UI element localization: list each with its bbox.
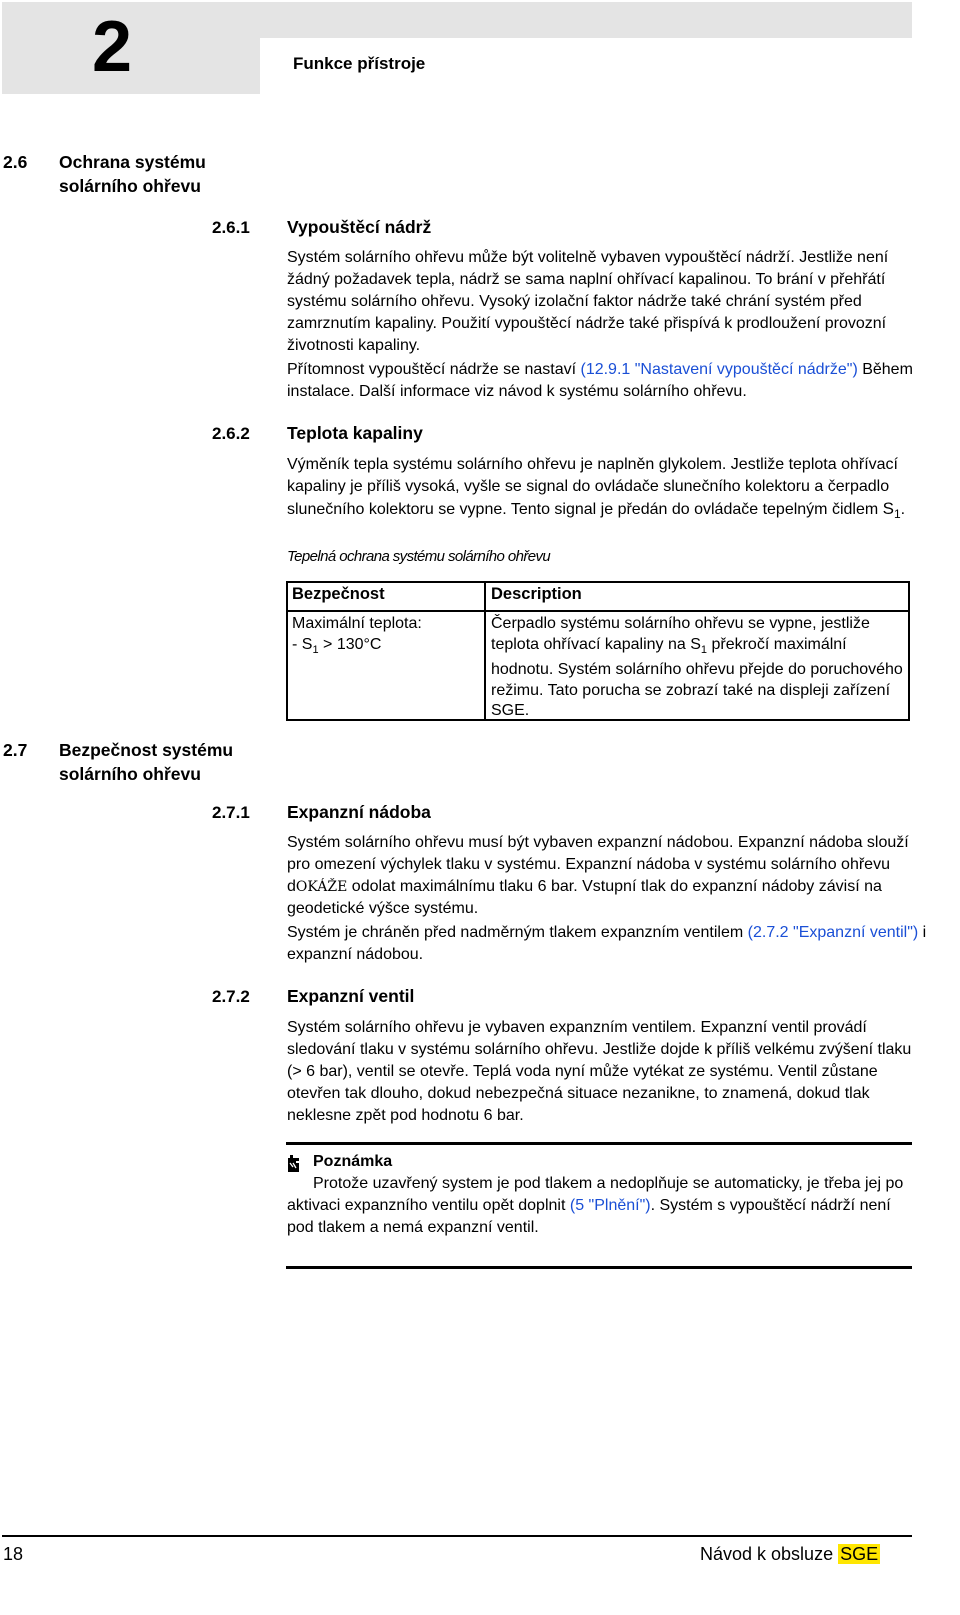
expansion-vessel-sentence: Systém solárního ohřevu musí být vybaven expanzní nádobou. Expanzní nádoba slouží pro omezení výchylek tlaku v systému. Expanzní nádoba v systému solárního ohřevu d	[287, 834, 909, 895]
sensor-subscript: 1	[893, 507, 901, 522]
table-column-divider	[484, 581, 486, 721]
drain-tank-setting-paragraph	[287, 359, 927, 403]
footer-title	[700, 1544, 880, 1565]
note-bottom-rule	[286, 1266, 912, 1269]
overpressure-end: i expanzní nádobou.	[287, 924, 927, 963]
note-text	[287, 1173, 907, 1239]
note-hand-icon	[287, 1155, 301, 1175]
page-number: 18	[3, 1544, 24, 1564]
table-cell-safety	[292, 614, 477, 660]
subsection-2-6-1-title: Vypouštěcí nádrž	[287, 217, 432, 237]
drain-tank-setting-text: Přítomnost vypouštěcí nádrže se nastaví	[287, 361, 581, 378]
expansion-vessel-text	[287, 832, 927, 966]
expansion-vessel-paragraph	[287, 832, 927, 920]
table-cell-description	[491, 614, 905, 722]
sensor-symbol: S	[882, 499, 894, 518]
sentence-end: .	[900, 501, 906, 518]
max-temperature-value	[292, 635, 477, 661]
sensor-prefix: - S	[292, 635, 313, 653]
note-body-end: . Systém s vypouštěcí nádrží není pod tlakem a nemá expanzní ventil.	[287, 1197, 891, 1236]
subsection-2-7-2-title: Expanzní ventil	[287, 986, 415, 1006]
drain-tank-text	[287, 247, 927, 403]
expansion-valve-text	[287, 1017, 912, 1127]
chapter-header-strip	[260, 2, 912, 38]
drain-tank-paragraph: Systém solárního ohřevu může být volitelně vybaven vypouštěcí nádrží. Jestliže není žádný požadavek tepla, nádrž se sama naplní ohřívací kapalinou. To brání v přehřátí systému solárního ohřevu. Vysoký izolační faktor nádrže také chrání systém před zamrznutím kapaliny. Použití vypouštěcí nádrže také přispívá k prodloužení provozní životnosti kapaliny.	[287, 249, 889, 354]
note-top-rule	[286, 1142, 912, 1145]
expansion-vessel-rest: odolat maximálnímu tlaku 6 bar. Vstupní tlak do expanzní nádoby závisí na geodetické výšce systému.	[287, 878, 882, 917]
chapter-number: 2	[92, 7, 133, 87]
section-2-7-title: Bezpečnost systému solárního ohřevu	[59, 740, 234, 784]
note-body: Protože uzavřený system je pod tlakem a nedoplňuje se automaticky, je třeba jej po aktivaci expanzního ventilu opět doplnit	[287, 1175, 904, 1214]
pump-sensor-sub: 1	[700, 643, 708, 656]
fluid-temperature-text	[287, 454, 917, 525]
subsection-2-6-2-title: Teplota kapaliny	[287, 423, 423, 443]
expansion-vessel-caps: OKÁŽE	[295, 879, 348, 895]
drain-tank-install-text: Během instalace. Další informace viz návod k systému solárního ohřevu.	[287, 361, 913, 400]
expansion-valve-link[interactable]: (2.7.2 "Expanzní ventil")	[747, 924, 919, 941]
section-2-6-number: 2.6	[3, 152, 28, 172]
overpressure-paragraph	[287, 922, 927, 966]
subsection-2-7-1-title: Expanzní nádoba	[287, 802, 431, 822]
subsection-2-6-2-number: 2.6.2	[212, 424, 250, 443]
table-caption: Tepelná ochrana systému solárního ohřevu	[287, 548, 551, 565]
table-header-divider	[286, 610, 910, 612]
expansion-valve-paragraph: Systém solárního ohřevu je vybaven expanzním ventilem. Expanzní ventil provádí sledování tlaku v systému solárního ohřevu. Jestliže dojde k příliš velkému zvýšení tlaku (> 6 bar), ventil se otevře. Teplá voda nyní může vytékat ze systému. Ventil zůstane otevřen tak dlouho, dokud nebezpečná situace nezanikne, to znamená, dokud tlak neklesne zpět pod hodnotu 6 bar.	[287, 1019, 912, 1124]
note-title: Poznámka	[313, 1153, 393, 1170]
overpressure-text: Systém je chráněn před nadměrným tlakem expanzním ventilem	[287, 924, 748, 941]
drain-tank-setting-link[interactable]: (12.9.1 "Nastavení vypouštěcí nádrže")	[580, 361, 858, 378]
manual-title: Návod k obsluze	[700, 1544, 839, 1564]
pump-description-end: překročí maximální hodnotu. Systém solárního ohřevu přejde do poruchového režimu. Tato porucha se zobrazí také na displeji zařízení SGE.	[491, 635, 903, 720]
section-2-7-number: 2.7	[3, 740, 28, 760]
temperature-threshold: > 130°C	[318, 635, 382, 653]
fluid-temperature-sentence: Výměník tepla systému solárního ohřevu je naplněn glykolem. Jestliže teplota ohřívací kapaliny je příliš vysoká, vyšle se signal do ovládače slunečního kolektoru a čerpadlo slunečního kolektoru se vypne. Tento signal je předán do ovládače tepelným čidlem	[287, 456, 898, 518]
footer-rule	[2, 1535, 912, 1537]
fluid-temperature-paragraph	[287, 454, 917, 525]
section-2-6-title: Ochrana systému solárního ohřevu	[59, 152, 206, 196]
filling-link[interactable]: (5 "Plnění")	[569, 1197, 651, 1214]
subsection-2-6-1-number: 2.6.1	[212, 218, 250, 237]
pump-description-text: Čerpadlo systému solárního ohřevu se vypne, jestliže teplota ohřívací kapaliny na S	[491, 615, 870, 653]
chapter-title: Funkce přístroje	[293, 54, 426, 73]
table-header-safety: Bezpečnost	[292, 585, 385, 603]
subsection-2-7-2-number: 2.7.2	[212, 987, 250, 1006]
subsection-2-7-1-number: 2.7.1	[212, 803, 250, 822]
brand-label: SGE	[840, 1544, 879, 1564]
sensor-sub: 1	[312, 643, 319, 656]
max-temperature-label: Maximální teplota:	[292, 615, 422, 632]
table-header-description: Description	[491, 585, 582, 603]
